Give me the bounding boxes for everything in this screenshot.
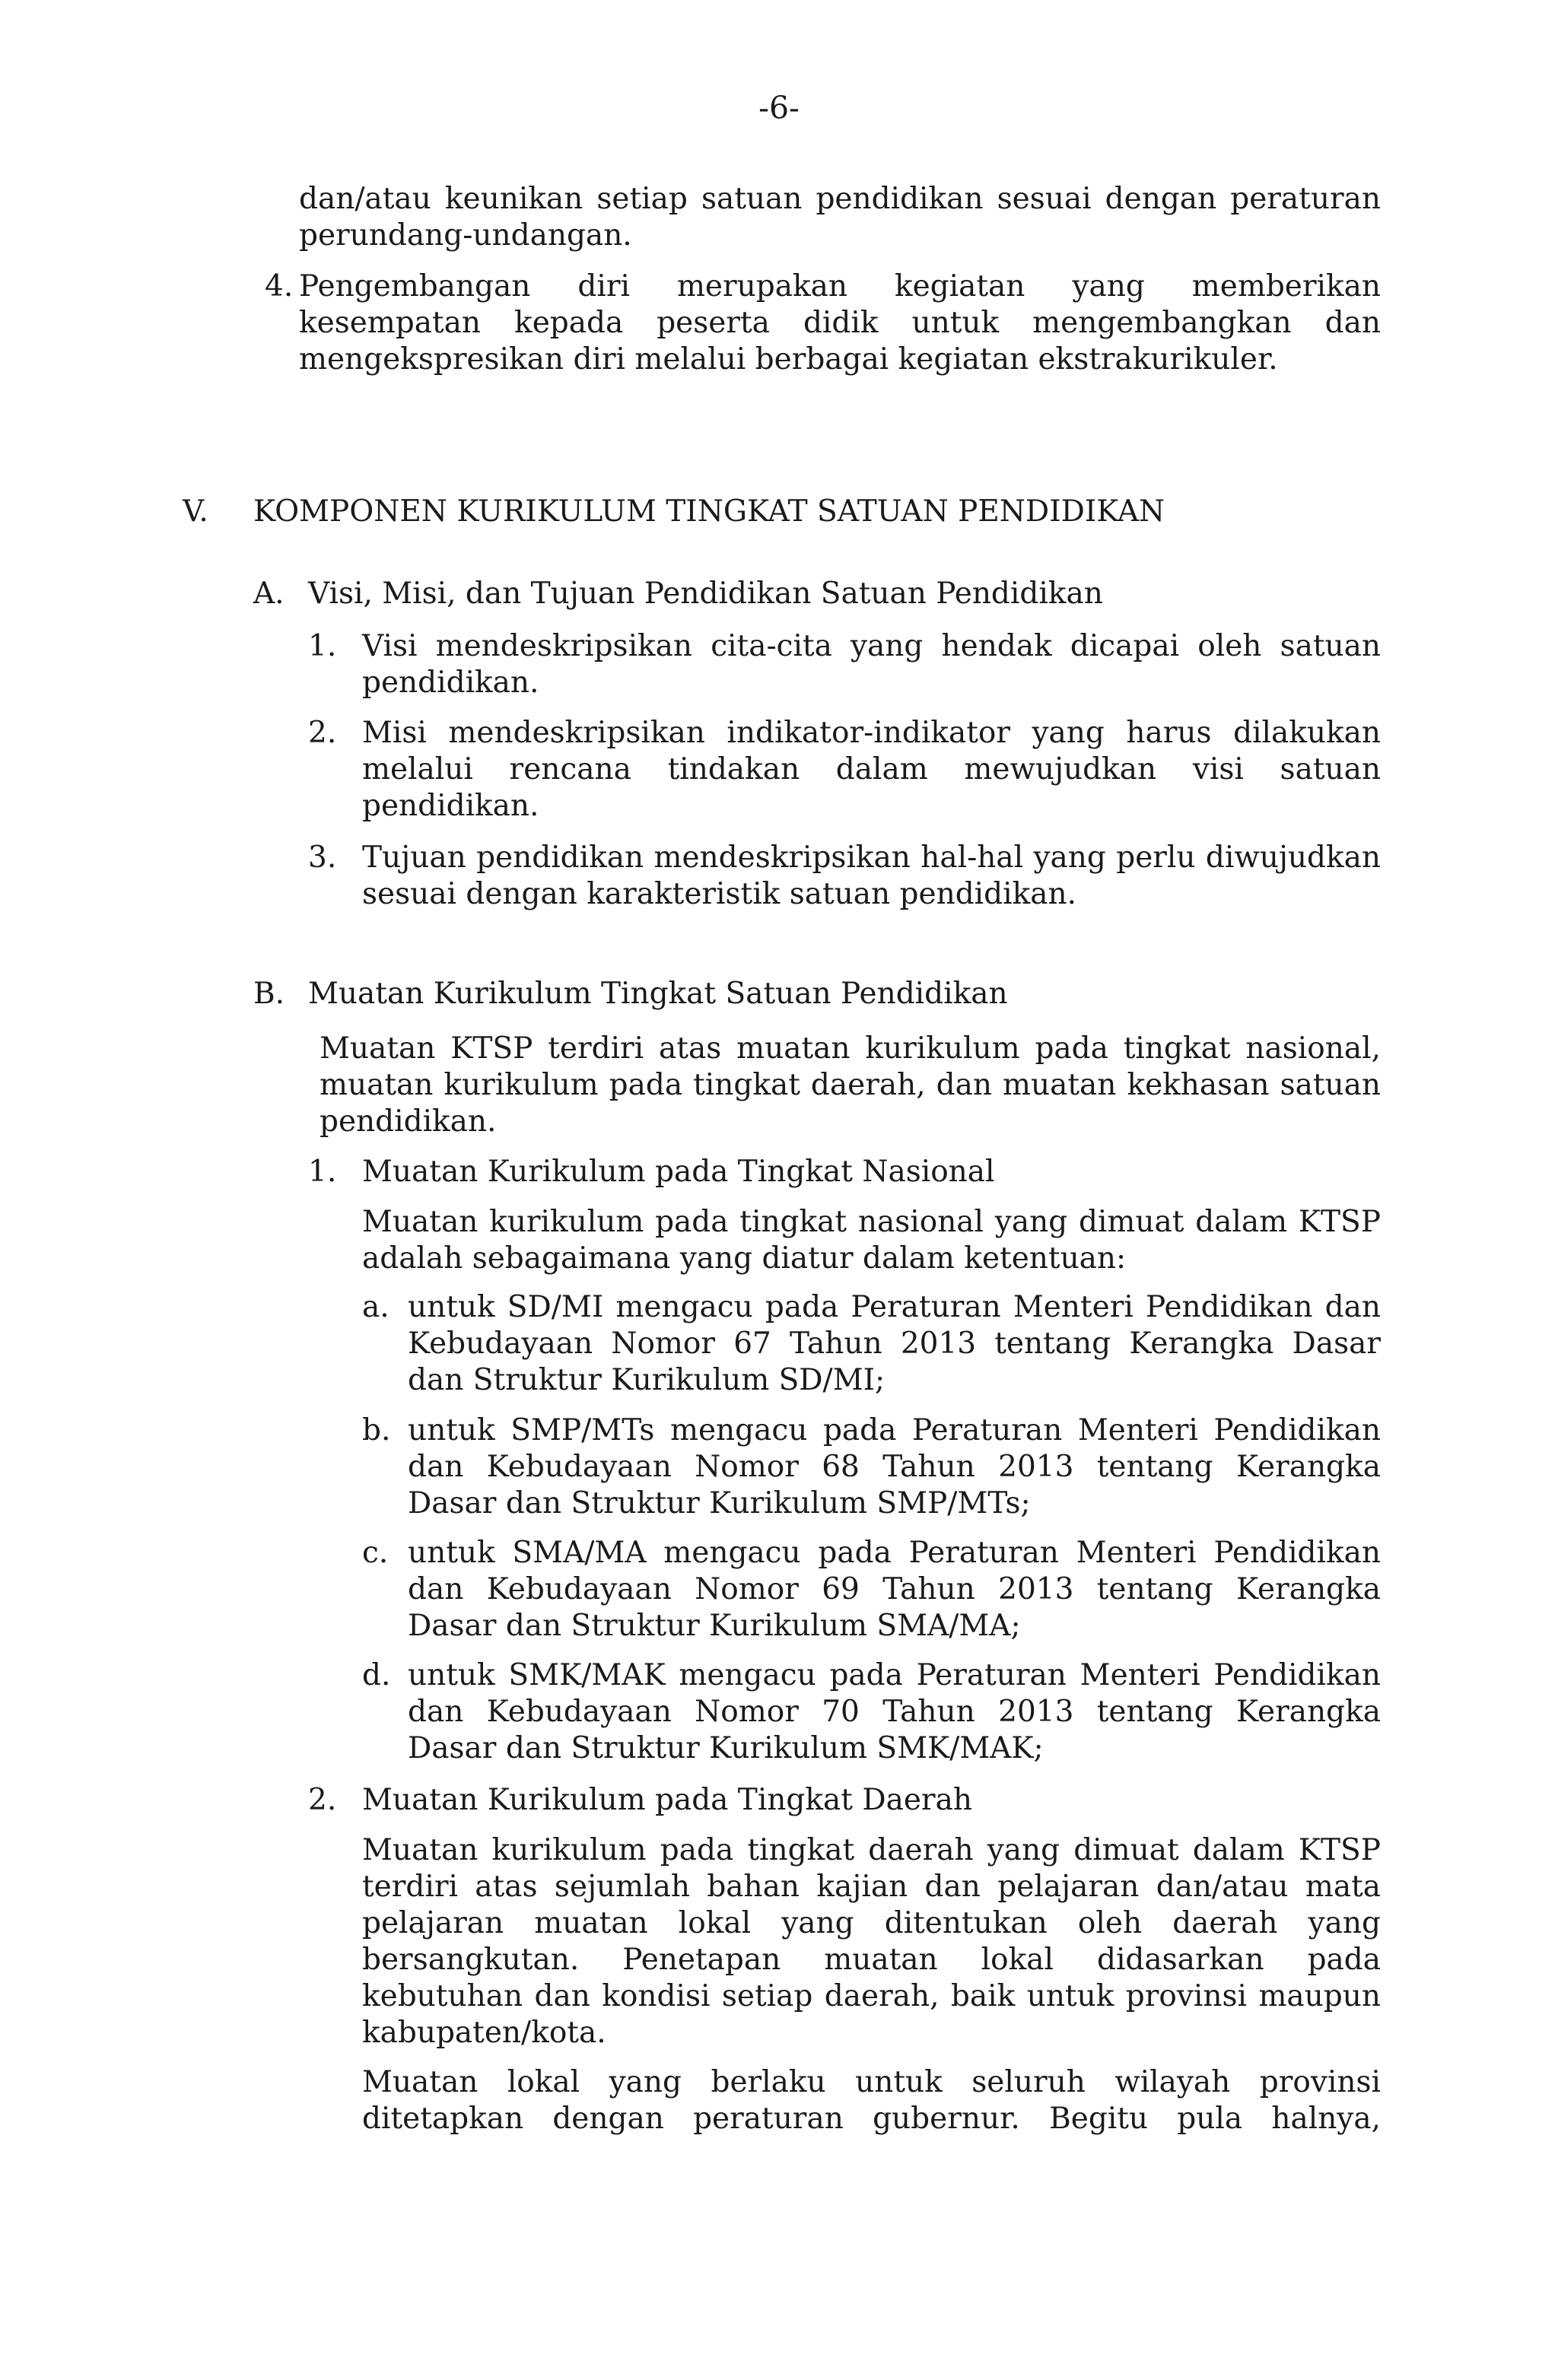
sub-2-paragraph-2: Muatan lokal yang berlaku untuk seluruh wilayah provinsi ditetapkan dengan peraturan gubernur. Begitu pula halnya,: [362, 2065, 1381, 2136]
sub-1-item-b-marker: b.: [362, 1413, 391, 1447]
sub-1-item-b-text: untuk SMP/MTs mengacu pada Peraturan Menteri Pendidikan dan Kebudayaan Nomor 68 Tahun 2013 tentang Kerangka Dasar dan Struktur Kurikulum SMP/MTs;: [408, 1413, 1381, 1520]
sub-1-title: Muatan Kurikulum pada Tingkat Nasional: [362, 1155, 995, 1189]
sub-1-item-a-marker: a.: [362, 1290, 390, 1324]
section-a-item-2-text: Misi mendeskripsikan indikator-indikator yang harus dilakukan melalui rencana tindakan dalam mewujudkan visi satuan pendidikan.: [362, 716, 1381, 823]
section-a-item-3-text: Tujuan pendidikan mendeskripsikan hal-hal yang perlu diwujudkan sesuai dengan karakteristik satuan pendidikan.: [362, 840, 1381, 911]
sub-1-item-c-text: untuk SMA/MA mengacu pada Peraturan Menteri Pendidikan dan Kebudayaan Nomor 69 Tahun 2013 tentang Kerangka Dasar dan Struktur Kurikulum SMA/MA;: [408, 1536, 1381, 1643]
sub-1-marker: 1.: [308, 1155, 337, 1189]
continuation-paragraph: dan/atau keunikan setiap satuan pendidikan sesuai dengan peraturan perundang-undangan.: [299, 182, 1381, 253]
item-4-marker: 4.: [265, 269, 294, 303]
section-a-marker: A.: [253, 577, 285, 611]
item-4-text: Pengembangan diri merupakan kegiatan yang memberikan kesempatan kepada peserta didik untuk mengembangkan dan mengekspresikan diri melalui berbagai kegiatan ekstrakurikuler.: [299, 269, 1381, 377]
section-a-title: Visi, Misi, dan Tujuan Pendidikan Satuan Pendidikan: [308, 577, 1103, 611]
sub-1-item-c-marker: c.: [362, 1536, 389, 1570]
section-b-intro: Muatan KTSP terdiri atas muatan kurikulum pada tingkat nasional, muatan kurikulum pada tingkat daerah, dan muatan kekhasan satuan pendidikan.: [320, 1031, 1381, 1139]
section-b-marker: B.: [253, 977, 285, 1011]
section-b-title: Muatan Kurikulum Tingkat Satuan Pendidikan: [308, 977, 1008, 1011]
sub-1-item-a-text: untuk SD/MI mengacu pada Peraturan Menteri Pendidikan dan Kebudayaan Nomor 67 Tahun 2013 tentang Kerangka Dasar dan Struktur Kurikulum SD/MI;: [408, 1290, 1381, 1397]
section-a-item-2-marker: 2.: [308, 716, 337, 750]
section-v-marker: V.: [183, 494, 208, 529]
sub-1-paragraph: Muatan kurikulum pada tingkat nasional yang dimuat dalam KTSP adalah sebagaimana yang diatur dalam ketentuan:: [362, 1205, 1381, 1276]
sub-2-title: Muatan Kurikulum pada Tingkat Daerah: [362, 1783, 972, 1817]
section-a-item-3-marker: 3.: [308, 840, 337, 875]
section-v-title: KOMPONEN KURIKULUM TINGKAT SATUAN PENDIDIKAN: [253, 494, 1165, 529]
section-a-item-1-text: Visi mendeskripsikan cita-cita yang hendak dicapai oleh satuan pendidikan.: [362, 629, 1381, 700]
sub-1-item-d-text: untuk SMK/MAK mengacu pada Peraturan Menteri Pendidikan dan Kebudayaan Nomor 70 Tahun 2013 tentang Kerangka Dasar dan Struktur Kurikulum SMK/MAK;: [408, 1658, 1381, 1765]
page-number: -6-: [758, 90, 800, 126]
section-a-item-1-marker: 1.: [308, 629, 337, 663]
sub-2-marker: 2.: [308, 1783, 337, 1817]
sub-2-paragraph-1: Muatan kurikulum pada tingkat daerah yang dimuat dalam KTSP terdiri atas sejumlah bahan kajian dan pelajaran dan/atau mata pelajaran muatan lokal yang ditentukan oleh daerah yang bersangkutan. Penetapan muatan lokal didasarkan pada kebutuhan dan kondisi setiap daerah, baik untuk provinsi maupun kabupaten/kota.: [362, 1833, 1381, 2050]
sub-1-item-d-marker: d.: [362, 1658, 391, 1692]
